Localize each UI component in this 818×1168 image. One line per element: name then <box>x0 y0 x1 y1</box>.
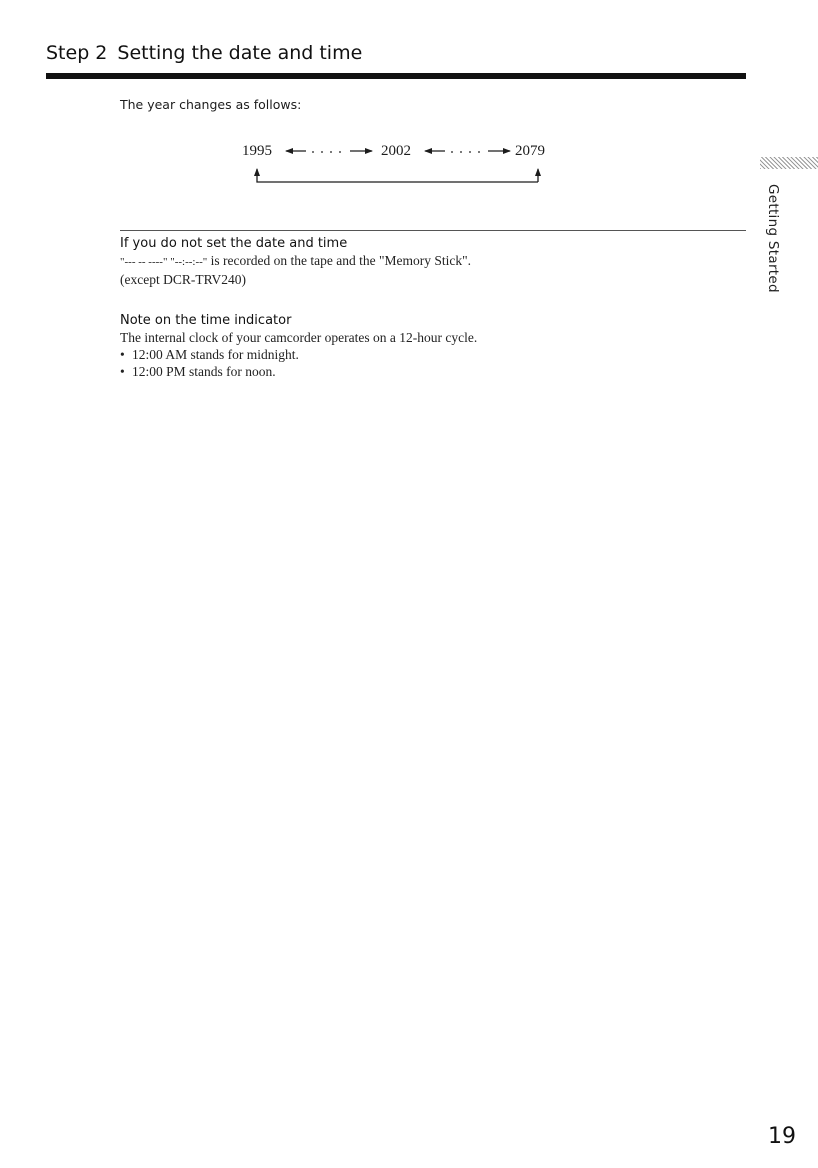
section-line <box>120 252 471 271</box>
page-number: 19 <box>768 1124 796 1149</box>
section-divider <box>120 230 746 231</box>
bullet-icon: • <box>120 364 125 379</box>
blank-date-display: "--- -- ----" "--:--:--" <box>120 256 208 268</box>
section-time-indicator <box>120 313 477 380</box>
year-middle: 2002 <box>381 143 411 159</box>
year-start: 1995 <box>242 143 272 159</box>
bullet-icon: • <box>120 347 125 362</box>
wraparound-connector <box>257 169 538 182</box>
dots-1 <box>312 151 341 153</box>
recorded-note: is recorded on the tape and the "Memory Stick". <box>210 253 471 268</box>
page-title: Setting the date and time <box>117 42 363 64</box>
clock-cycle-text: The internal clock of your camcorder operates on a 12-hour cycle. <box>120 330 478 345</box>
section-title: Note on the time indicator <box>120 313 292 328</box>
bullet-item: • 12:00 PM stands for noon. <box>120 364 276 379</box>
year-cycle-diagram <box>0 0 818 200</box>
year-end: 2079 <box>515 143 545 159</box>
side-section-label: Getting Started <box>765 184 781 293</box>
model-exception: (except DCR-TRV240) <box>120 272 247 287</box>
dots-2 <box>451 151 480 153</box>
section-no-date-set <box>120 236 471 288</box>
step-label: Step 2 <box>46 42 108 64</box>
intro-text: The year changes as follows: <box>120 97 302 112</box>
section-title: If you do not set the date and time <box>120 236 348 251</box>
section-tab-marker <box>760 157 818 169</box>
bullet-item: • 12:00 AM stands for midnight. <box>120 347 299 362</box>
